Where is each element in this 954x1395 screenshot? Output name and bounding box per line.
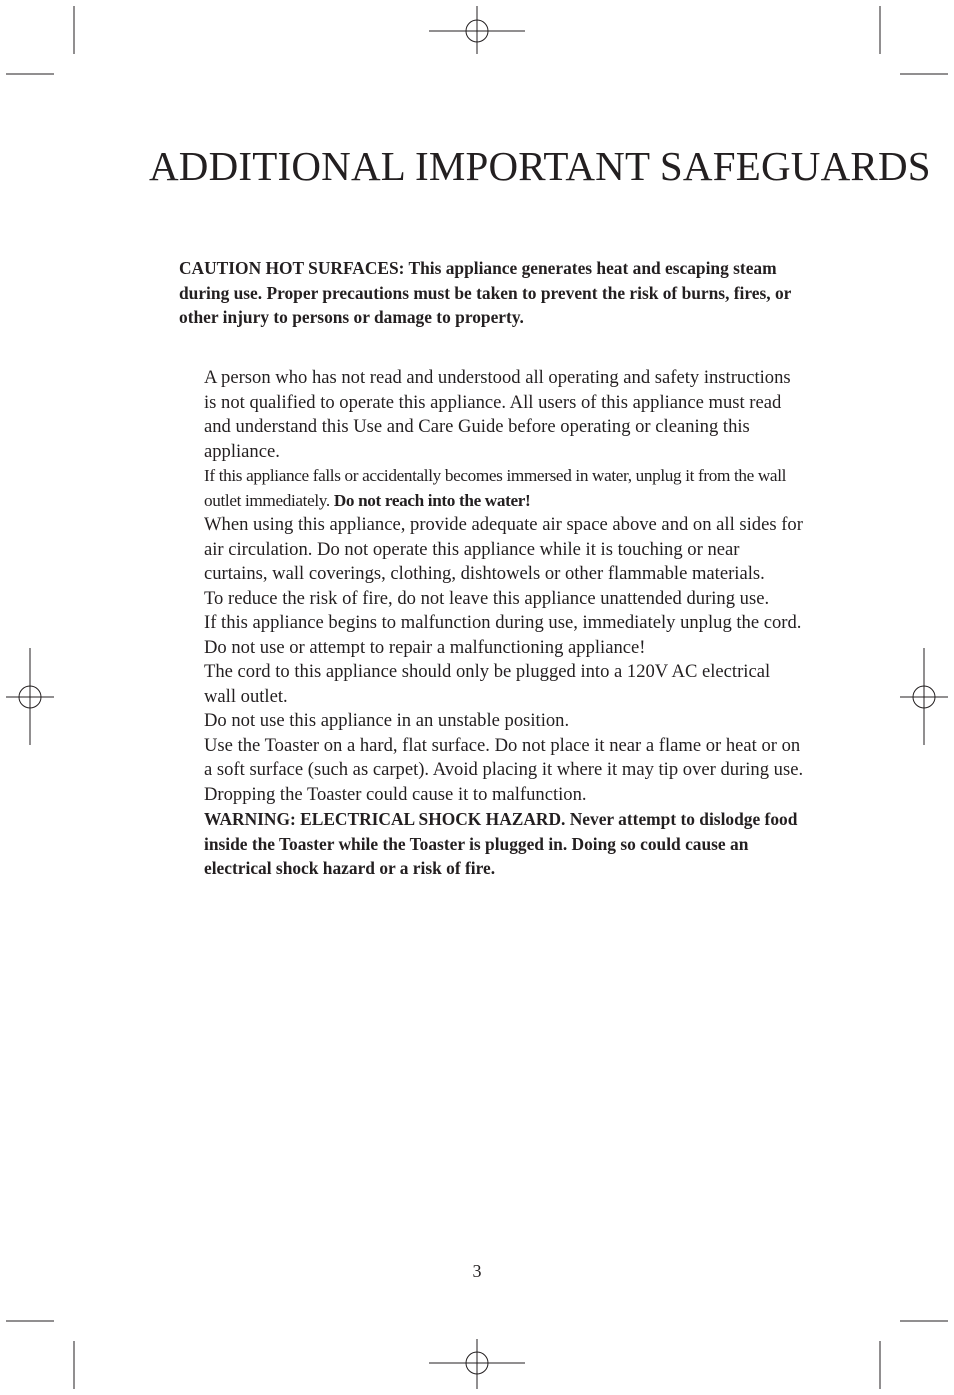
safeguard-immersed-bold: Do not reach into the water!	[333, 490, 531, 510]
registration-mark-left	[6, 648, 54, 745]
safeguard-immersed-text: If this appliance falls or accidentally becomes immersed in water, unplug it from the wall outlet immediately.	[204, 466, 787, 510]
safeguard-immersed-in-water	[204, 464, 804, 513]
safeguard-malfunction: If this appliance begins to malfunction during use, immediately unplug the cord. Do not use or attempt to repair a malfunctioning appliance!	[204, 612, 802, 658]
page-title	[149, 140, 931, 193]
safeguard-unattended: To reduce the risk of fire, do not leave this appliance unattended during use.	[204, 587, 770, 609]
registration-mark-top	[429, 6, 525, 54]
registration-mark-bottom	[429, 1339, 525, 1389]
safeguard-unstable-position: Do not use this appliance in an unstable position.	[204, 710, 570, 731]
crop-mark-top-left	[6, 6, 74, 74]
registration-mark-right	[900, 648, 948, 745]
crop-mark-bottom-right	[880, 1321, 948, 1389]
safeguards-list	[204, 366, 804, 881]
crop-mark-bottom-left	[6, 1321, 74, 1389]
crop-mark-top-right	[880, 6, 948, 74]
safeguard-air-space: When using this appliance, provide adequate air space above and on all sides for air circulation. Do not operate this appliance while it is touching or near curtains, wall coverings, clothing, dishtowels or other flammable materials.	[204, 514, 803, 584]
caution-hot-surfaces: CAUTION HOT SURFACES: This appliance generates heat and escaping steam during use. Proper precautions must be taken to prevent the risk of burns, fires, or other injury to persons or damage to property.	[179, 258, 792, 328]
page-title-text: ADDITIONAL IMPORTANT SAFEGUARDS	[149, 143, 931, 189]
safeguard-cord-outlet: The cord to this appliance should only be plugged into a 120V AC electrical wall outlet.	[204, 661, 771, 707]
safeguard-read-instructions: A person who has not read and understood all operating and safety instructions is not qualified to operate this appliance. All users of this appliance must read and understand this Use and Care Guide before operating or cleaning this appliance.	[204, 367, 791, 462]
safeguard-electrical-shock-warning: WARNING: ELECTRICAL SHOCK HAZARD. Never attempt to dislodge food inside the Toaster while the Toaster is plugged in. Doing so could cause an electrical shock hazard or a risk of fire.	[204, 809, 798, 879]
page-number: 3	[472, 1261, 482, 1281]
safeguard-flat-surface: Use the Toaster on a hard, flat surface. Do not place it near a flame or heat or on a soft surface (such as carpet). Avoid placing it where it may tip over during use. Dropping the Toaster could cause it to malfunction.	[204, 734, 804, 805]
